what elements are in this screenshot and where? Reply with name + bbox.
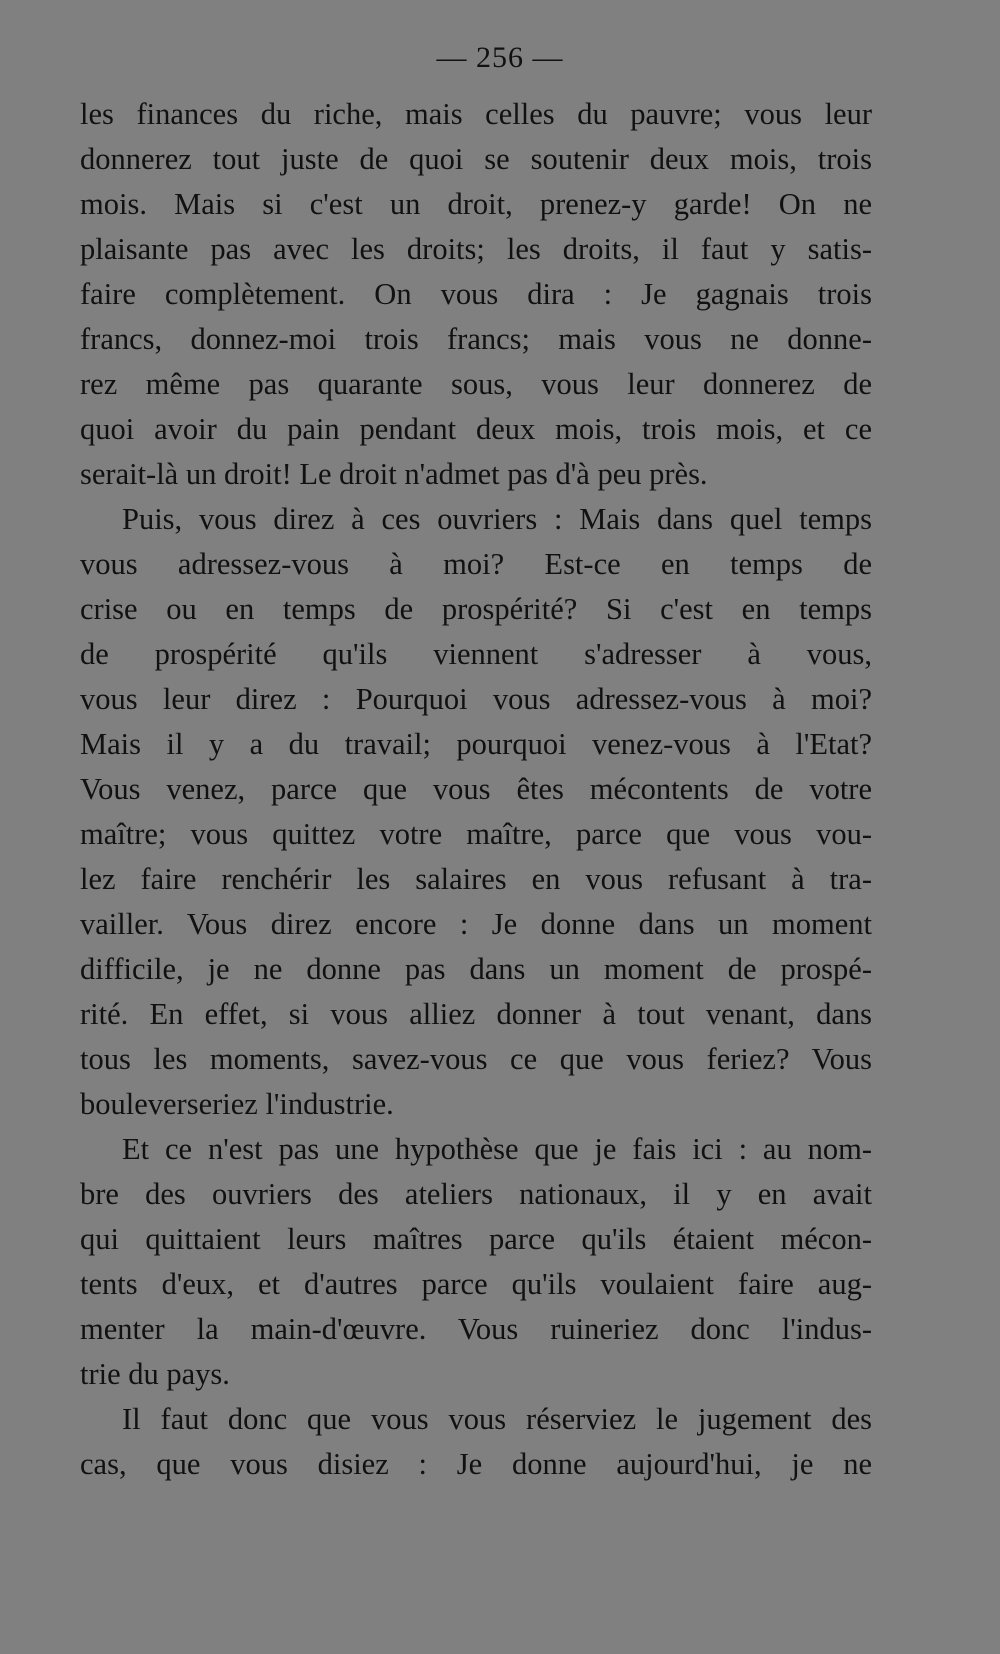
text-line: lez faire renchérir les salaires en vous refusant à tra- [80, 862, 872, 896]
text-line: tous les moments, savez-vous ce que vous feriez? Vous [80, 1042, 872, 1076]
paragraph-first-line: Il faut donc que vous vous réserviez le jugement des [122, 1402, 872, 1436]
text-line: vous adressez-vous à moi? Est-ce en temps de [80, 547, 872, 581]
text-line: rez même pas quarante sous, vous leur donnerez de [80, 367, 872, 401]
paragraph-first-line: Puis, vous direz à ces ouvriers : Mais dans quel temps [122, 502, 872, 536]
paragraph-first-line: Et ce n'est pas une hypothèse que je fais ici : au nom- [122, 1132, 872, 1166]
text-line: qui quittaient leurs maîtres parce qu'ils étaient mécon- [80, 1222, 872, 1256]
text-line: vous leur direz : Pourquoi vous adressez-vous à moi? [80, 682, 872, 716]
text-line: mois. Mais si c'est un droit, prenez-y garde! On ne [80, 187, 872, 221]
text-line: cas, que vous disiez : Je donne aujourd'hui, je ne [80, 1447, 872, 1481]
text-line: tents d'eux, et d'autres parce qu'ils voulaient faire aug- [80, 1267, 872, 1301]
text-line: vailler. Vous direz encore : Je donne dans un moment [80, 907, 872, 941]
text-line: crise ou en temps de prospérité? Si c'est en temps [80, 592, 872, 626]
text-line: difficile, je ne donne pas dans un moment de prospé- [80, 952, 872, 986]
text-line: francs, donnez-moi trois francs; mais vous ne donne- [80, 322, 872, 356]
text-line: faire complètement. On vous dira : Je gagnais trois [80, 277, 872, 311]
text-line: donnerez tout juste de quoi se soutenir deux mois, trois [80, 142, 872, 176]
text-line: bre des ouvriers des ateliers nationaux, il y en avait [80, 1177, 872, 1211]
text-line: de prospérité qu'ils viennent s'adresser à vous, [80, 637, 872, 671]
text-line: rité. En effet, si vous alliez donner à tout venant, dans [80, 997, 872, 1031]
text-line: Vous venez, parce que vous êtes mécontents de votre [80, 772, 872, 806]
page-number-header: — 256 — [436, 41, 564, 74]
page-body-text [80, 92, 872, 1487]
text-line: quoi avoir du pain pendant deux mois, trois mois, et ce [80, 412, 872, 446]
text-line: plaisante pas avec les droits; les droits, il faut y satis- [80, 232, 872, 266]
text-line: Mais il y a du travail; pourquoi venez-vous à l'Etat? [80, 727, 872, 761]
paragraph-last-line: bouleverseriez l'industrie. [80, 1087, 394, 1121]
paragraph-last-line: serait-là un droit! Le droit n'admet pas d'à peu près. [80, 457, 708, 491]
paragraph-last-line: trie du pays. [80, 1357, 230, 1391]
text-line: maître; vous quittez votre maître, parce que vous vou- [80, 817, 872, 851]
text-line: les finances du riche, mais celles du pauvre; vous leur [80, 97, 872, 131]
text-line: menter la main-d'œuvre. Vous ruineriez donc l'indus- [80, 1312, 872, 1346]
